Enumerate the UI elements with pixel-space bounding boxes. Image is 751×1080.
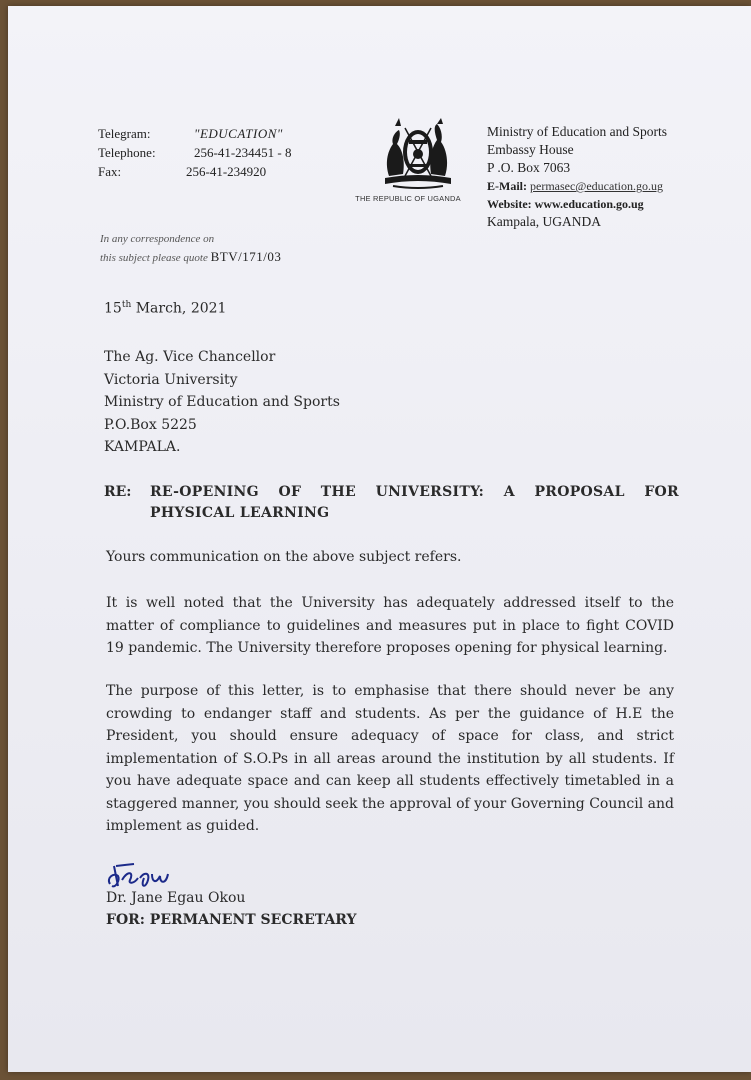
recipient-line: Victoria University — [104, 371, 238, 388]
email-label: E-Mail: — [487, 179, 527, 193]
reference-line-2: this subject please quote — [100, 252, 208, 264]
paragraph: It is well noted that the University has adequately addressed itself to the matter of compliance to guidelines and measures put in place to fight COVID 19 pandemic. The University therefore proposes opening for physical learning. — [106, 595, 674, 656]
signer-name: Dr. Jane Egau Okou — [106, 890, 246, 906]
signatory-title: FOR: PERMANENT SECRETARY — [106, 912, 357, 928]
recipient-line: Ministry of Education and Sports — [104, 394, 340, 410]
recipient-line: KAMPALA. — [104, 439, 181, 455]
telegram-label: Telegram: — [98, 126, 151, 141]
letter-date — [104, 300, 226, 317]
website[interactable]: Website: www.education.go.ug — [487, 197, 644, 211]
telephone-label: Telephone: — [98, 145, 156, 160]
telegram-value: "EDUCATION" — [194, 126, 283, 141]
subject-line — [104, 482, 679, 524]
fax-value: 256-41-234920 — [186, 164, 267, 179]
telephone-value: 256-41-234451 - 8 — [194, 145, 292, 160]
email-link[interactable]: permasec@education.go.ug — [530, 179, 664, 193]
reference-code: BTV/171/03 — [210, 249, 282, 264]
uganda-coat-of-arms-icon — [368, 114, 468, 206]
reference-line-1: In any correspondence on — [100, 233, 215, 245]
paragraph: Yours communication on the above subject refers. — [106, 549, 462, 565]
ministry-name: Ministry of Education and Sports — [487, 124, 667, 139]
subject-text: RE-OPENING OF THE UNIVERSITY: A PROPOSAL FOR PHYSICAL LEARNING — [150, 484, 679, 521]
city: Kampala, UGANDA — [487, 214, 601, 229]
contact-block — [98, 124, 292, 181]
date-rest: March, 2021 — [131, 300, 227, 317]
ministry-address-block — [487, 123, 667, 231]
recipient-address — [104, 346, 340, 459]
reference-block — [100, 230, 281, 267]
paragraph: The purpose of this letter, is to emphasise that there should never be any crowding to endanger staff and students. As per the guidance of H.E the President, you should ensure adequacy of space for class, and strict implementation of S.O.Ps in all areas around the institution by all students. If you have adequate space and can keep all students effectively timetabled in a staggered manner, you should seek the approval of your Governing Council and implement as guided. — [106, 683, 674, 834]
recipient-line: P.O.Box 5225 — [104, 416, 197, 433]
fax-label: Fax: — [98, 164, 122, 179]
date-suffix: th — [121, 300, 132, 310]
recipient-line: The Ag. Vice Chancellor — [104, 349, 276, 365]
building-name: Embassy House — [487, 142, 574, 157]
letter-page — [8, 6, 751, 1072]
subject-label: RE: — [104, 484, 132, 500]
po-box: P .O. Box 7063 — [487, 160, 571, 175]
date-day: 15 — [104, 300, 122, 317]
crest-caption: THE REPUBLIC OF UGANDA — [355, 194, 461, 203]
